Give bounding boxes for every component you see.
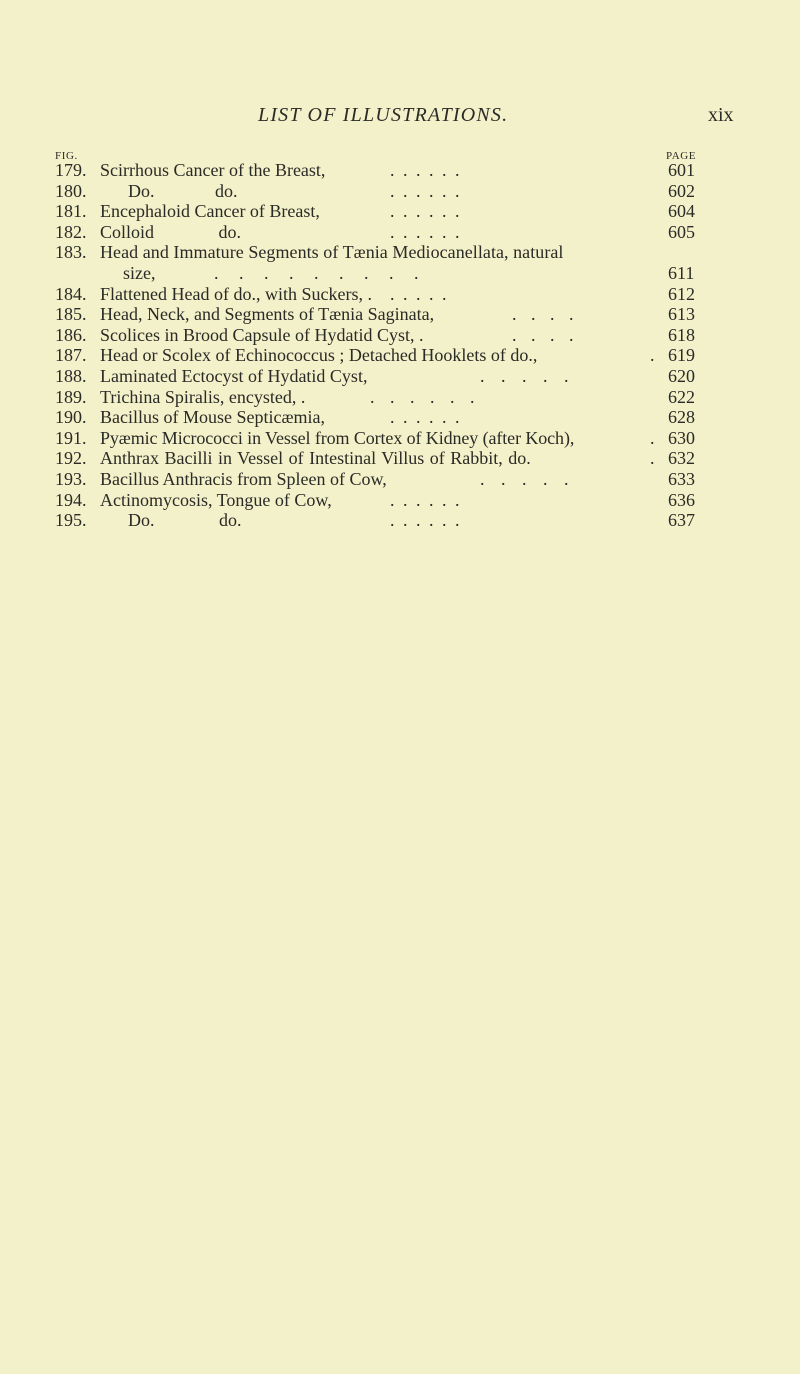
figure-title: Pyæmic Micrococci in Vessel from Cortex of Kidney (after Koch),: [100, 427, 575, 448]
page-reference: 618: [668, 324, 695, 345]
page-reference: 602: [668, 180, 695, 201]
figure-number: 181.: [55, 201, 87, 222]
figure-number: 182.: [55, 221, 87, 242]
figure-number: 191.: [55, 427, 87, 448]
page-reference: 620: [668, 365, 695, 386]
figure-title: Encephaloid Cancer of Breast,: [100, 201, 320, 222]
page-reference: 604: [668, 201, 695, 222]
leader-dots: . . . . .: [390, 283, 449, 304]
list-entry: [0, 428, 800, 449]
figure-title: Do. do.: [128, 510, 242, 531]
figure-title: size,: [123, 262, 156, 283]
figure-title: Flattened Head of do., with Suckers, .: [100, 283, 372, 304]
page-reference: 628: [668, 407, 695, 428]
list-entry: [0, 366, 800, 387]
page-reference: 619: [668, 345, 695, 366]
leader-dots: .: [650, 345, 655, 366]
figure-title: Scirrhous Cancer of the Breast,: [100, 160, 326, 180]
list-entry: [0, 469, 800, 490]
figure-number: 184.: [55, 283, 87, 304]
figure-title: Bacillus of Mouse Septicæmia,: [100, 407, 325, 428]
leader-dots: . . . .: [512, 304, 579, 325]
running-title: LIST OF ILLUSTRATIONS.: [258, 104, 509, 126]
figure-number: 189.: [55, 386, 87, 407]
leader-dots: . . . . . .: [390, 489, 462, 510]
page-reference: 632: [668, 448, 695, 469]
leader-dots: . . . .: [512, 324, 579, 345]
figure-number: 195.: [55, 510, 87, 531]
list-entry: [0, 387, 800, 408]
list-entry: [0, 304, 800, 325]
leader-dots: . . . . . .: [390, 221, 462, 242]
figure-title: Laminated Ectocyst of Hydatid Cyst,: [100, 365, 368, 386]
figure-number: 188.: [55, 365, 87, 386]
figure-number: 186.: [55, 324, 87, 345]
fig-column-heading: FIG.: [55, 150, 78, 162]
page-reference: 633: [668, 468, 695, 489]
page-reference: 636: [668, 489, 695, 510]
list-entry: [0, 510, 800, 531]
page-reference: 611: [668, 262, 695, 283]
list-entry: [0, 181, 800, 202]
list-entry: [0, 345, 800, 366]
list-entry: [0, 407, 800, 428]
figure-number: 194.: [55, 489, 87, 510]
page-reference: 622: [668, 386, 695, 407]
leader-dots: . . . . . .: [370, 386, 480, 407]
leader-dots: . . . . . .: [390, 510, 462, 531]
figure-title: Bacillus Anthracis from Spleen of Cow,: [100, 468, 387, 489]
figure-number: 185.: [55, 304, 87, 325]
list-entry: [0, 201, 800, 222]
leader-dots: . . . . . .: [390, 160, 462, 180]
leader-dots: . . . . . .: [390, 180, 462, 201]
page-reference: 630: [668, 427, 695, 448]
list-entry: [0, 284, 800, 305]
leader-dots: . . . . .: [480, 468, 575, 489]
figure-title: Trichina Spiralis, encysted, .: [100, 386, 306, 407]
leader-dots: .: [650, 448, 655, 469]
figure-title: Actinomycosis, Tongue of Cow,: [100, 489, 332, 510]
page-column-heading: PAGE: [666, 150, 697, 162]
figure-title: Head or Scolex of Echinococcus ; Detached Hooklets of do.,: [100, 345, 538, 366]
list-entry: [0, 242, 800, 263]
figure-title: Anthrax Bacilli in Vessel of Intestinal Villus of Rabbit, do.: [100, 448, 531, 469]
figure-title: Colloid do.: [100, 221, 242, 242]
figure-number: 193.: [55, 468, 87, 489]
list-entry: [0, 325, 800, 346]
page-reference: 601: [668, 160, 695, 180]
page-reference: 637: [668, 510, 695, 531]
list-entry: [0, 490, 800, 511]
list-entry: [0, 448, 800, 469]
page-number: xix: [708, 104, 734, 126]
page-reference: 613: [668, 304, 695, 325]
leader-dots: .: [650, 427, 655, 448]
list-entry: [0, 263, 800, 284]
list-entry: [0, 222, 800, 243]
illustration-list: [0, 160, 800, 531]
page-reference: 605: [668, 221, 695, 242]
figure-number: 183.: [55, 242, 87, 263]
page-reference: 612: [668, 283, 695, 304]
figure-number: 192.: [55, 448, 87, 469]
figure-number: 190.: [55, 407, 87, 428]
figure-title: Scolices in Brood Capsule of Hydatid Cyst, .: [100, 324, 424, 345]
figure-title: Do. do.: [128, 180, 238, 201]
figure-number: 179.: [55, 160, 87, 180]
figure-number: 180.: [55, 180, 87, 201]
leader-dots: . . . . .: [480, 365, 575, 386]
figure-title: Head, Neck, and Segments of Tænia Saginata,: [100, 304, 435, 325]
leader-dots: . . . . . .: [390, 201, 462, 222]
running-head: [0, 104, 800, 130]
leader-dots: . . . . . . . . .: [214, 262, 427, 283]
list-entry: [0, 160, 800, 181]
leader-dots: . . . . . .: [390, 407, 462, 428]
figure-title: Head and Immature Segments of Tænia Mediocanellata, natural: [100, 242, 564, 263]
figure-number: 187.: [55, 345, 87, 366]
